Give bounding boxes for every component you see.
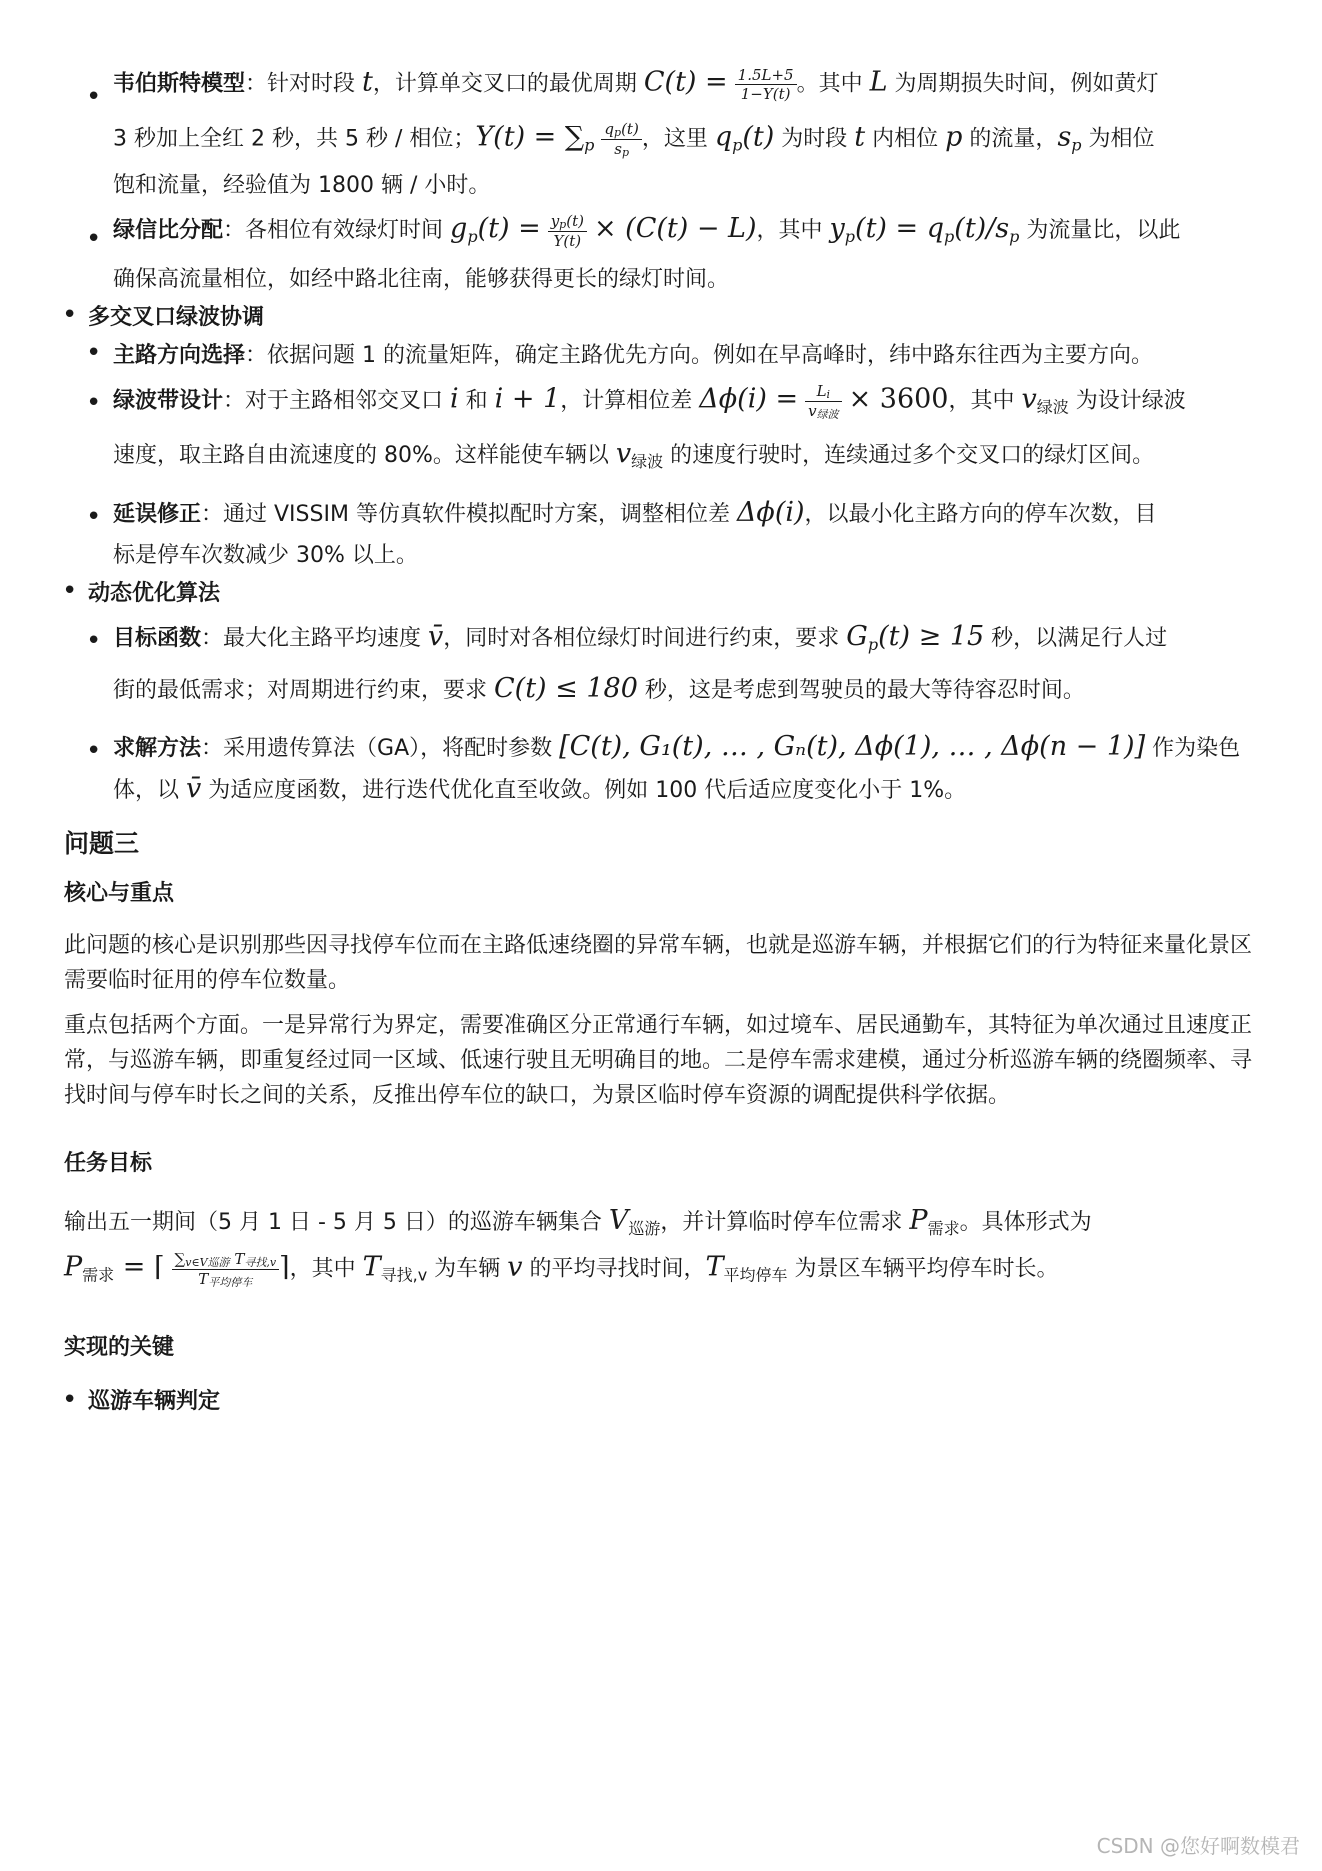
bullet: •	[62, 576, 78, 606]
bullet: •	[86, 388, 102, 418]
main-direction-item: 主路方向选择：依据问题 1 的流量矩阵，确定主路优先方向。例如在早高峰时，纬中路东往西为主要方向。	[113, 343, 1154, 368]
bullet: •	[62, 1385, 78, 1415]
delay-line1: 延误修正：通过 VISSIM 等仿真软件模拟配时方案，调整相位差 Δϕ(i)，以最小化主路方向的停车次数，目	[113, 497, 1157, 528]
bullet: •	[86, 736, 102, 766]
section-title: 问题三	[64, 829, 140, 858]
task-line1: 输出五一期间（5 月 1 日 - 5 月 5 日）的巡游车辆集合 $V_{巡游}$，并计算临时停车位需求 $P_{需求}$。具体形式为	[64, 1205, 1092, 1238]
key-item-cruising: 巡游车辆判定	[88, 1389, 221, 1414]
solve-line2: 体，以 v̄ 为适应度函数，进行迭代优化直至收敛。例如 100 代后适应度变化小于 1%。	[113, 773, 967, 804]
heading-task: 任务目标	[64, 1151, 153, 1176]
bullet: •	[62, 300, 78, 330]
bullet: •	[86, 224, 102, 254]
demand-fraction: $\frac{\sum_{v\in V巡游} T_{寻找,v}}{T_{平均停车}}$	[172, 1250, 280, 1289]
green-ratio-line1: 绿信比分配：各相位有效绿灯时间 $g_p(t)$ = $\frac{y_p(t)}{Y(t)}$ × (C(t) − L)，其中 $y_p(t) = q_p(t)/s_p$ 为流量比，以此	[113, 212, 1181, 251]
multi-intersection-heading: 多交叉口绿波协调	[88, 305, 265, 330]
webster-fraction: $\frac{1.5L+5}{1-Y(t)}$	[735, 66, 797, 103]
webster-line1: 韦伯斯特模型：针对时段 t，计算单交叉口的最优周期 C(t) = $\frac{1.5L+5}{1-Y(t)}$ 。其中 L 为周期损失时间，例如黄灯	[113, 66, 1159, 103]
task-formula-line: $P_{需求}$ = ⌈ $\frac{\sum_{v\in V巡游} T_{寻找,v}}{T_{平均停车}}$ ⌉，其中 $T_{寻找,v}$ 为车辆 v 的平均寻找时间，$T_{平均停车}$ 为景区车辆平均停车时长。	[64, 1250, 1059, 1290]
delay-line2: 标是停车次数减少 30% 以上。	[113, 543, 418, 568]
bullet: •	[86, 338, 102, 368]
paragraph-focus: 重点包括两个方面。一是异常行为界定，需要准确区分正常通行车辆，如过境车、居民通勤车，其特征为单次通过且速度正常，与巡游车辆，即重复经过同一区域、低速行驶且无明确目的地。二是停车需求建模，通过分析巡游车辆的绕圈频率、寻找时间与停车时长之间的关系，反推出停车位的缺口，为景区临时停车资源的调配提供科学依据。	[64, 1013, 1253, 1108]
paragraph-core: 此问题的核心是识别那些因寻找停车位而在主路低速绕圈的异常车辆，也就是巡游车辆，并根据它们的行为特征来量化景区需要临时征用的停车位数量。	[64, 933, 1253, 993]
objective-line1: 目标函数：最大化主路平均速度 v̄，同时对各相位绿灯时间进行约束，要求 $G_p(t) \ge 15$ 秒，以满足行人过	[113, 621, 1168, 654]
objective-line2: 街的最低需求；对周期进行约束，要求 C(t) ≤ 180 秒，这是考虑到驾驶员的最大等待容忍时间。	[113, 673, 1085, 704]
bullet: •	[86, 626, 102, 656]
green-ratio-line2: 确保高流量相位，如经中路北往南，能够获得更长的绿灯时间。	[113, 267, 730, 292]
webster-line2: 3 秒加上全红 2 秒，共 5 秒 / 相位；$Y(t) = \sum_p$ $\frac{q_p(t)}{s_p}$ ，这里 $q_p(t)$ 为时段 t 内相位 p 的流量，$s_p$ 为相位	[113, 120, 1155, 160]
bullet: •	[86, 502, 102, 532]
greenwave-line1: 绿波带设计：对于主路相邻交叉口 i 和 i + 1，计算相位差 Δϕ(i) = $\frac{L_i}{v_{绿波}}$ × 3600，其中 $v_{绿波}$ 为设计绿波	[113, 382, 1186, 422]
webster-line3: 饱和流量，经验值为 1800 辆 / 小时。	[113, 173, 491, 198]
watermark: CSDN @您好啊数模君	[1096, 1834, 1300, 1858]
bullet: •	[86, 82, 102, 112]
greenwave-line2: 速度，取主路自由流速度的 80%。这样能使车辆以 $v_{绿波}$ 的速度行驶时，连续通过多个交叉口的绿灯区间。	[113, 438, 1155, 471]
heading-key: 实现的关键	[64, 1335, 175, 1360]
heading-core: 核心与重点	[64, 881, 175, 906]
solve-line1: 求解方法：采用遗传算法（GA），将配时参数 [C(t), G₁(t), … , Gₙ(t), Δϕ(1), … , Δϕ(n − 1)] 作为染色	[113, 731, 1241, 762]
dynamic-optimization-heading: 动态优化算法	[88, 581, 221, 606]
